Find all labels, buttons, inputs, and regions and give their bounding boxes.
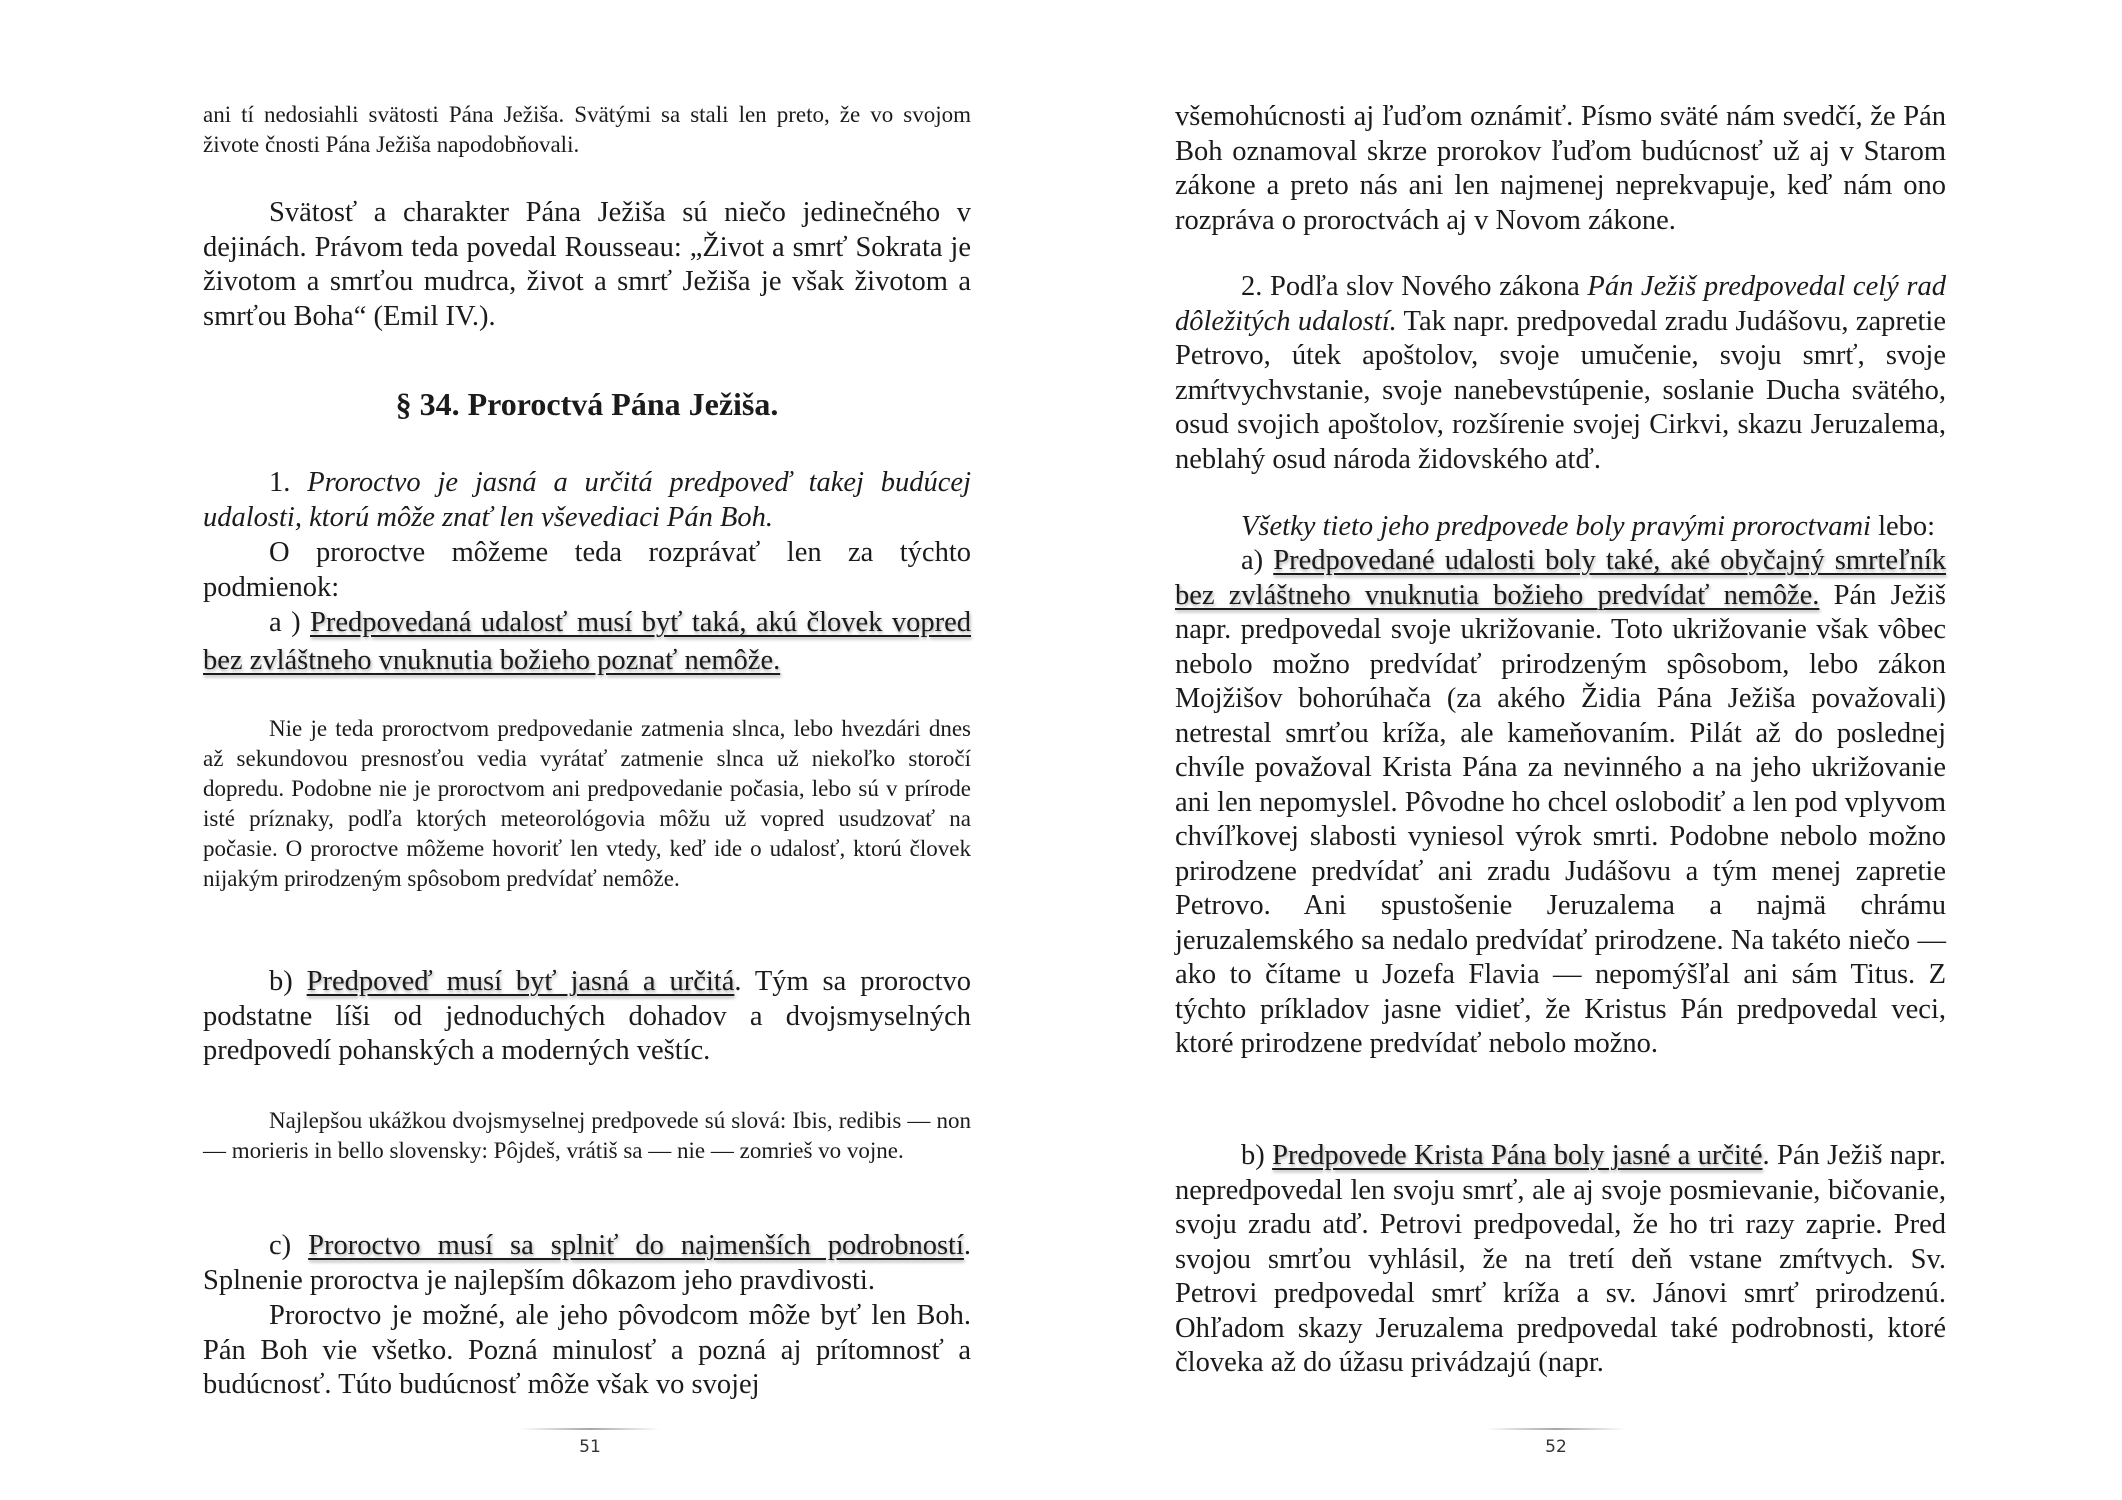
right-paragraph-1: všemohúcnosti aj ľuďom oznámiť. Písmo sväté nám svedčí, že Pán Boh oznamoval skrze prorokov ľuďom budúcnosť už aj v Starom zákone a preto nás ani len najmenej neprekvapuje, keď nám ono rozpráva o proroctvách aj v Novom zákone. <box>1175 101 1946 236</box>
p9-condition-c: Proroctvo musí sa splniť do najmenších podrobností <box>308 1230 964 1261</box>
p2-italic: Pán Ježiš predpovedal celý rad dôležitých udalostí. <box>1175 271 1946 337</box>
right-page <box>1061 0 2122 1500</box>
p7-prefix: b) <box>269 966 307 997</box>
page-number-rule <box>520 1428 660 1430</box>
p7-rest: . Tým sa proroctvo podstatne líši od jednoduchých dohadov a dvojsmyselných predpovedí pohanských a moderných veštíc. <box>203 966 971 1066</box>
p9-rest: . Splnenie proroctva je najlepším dôkazom jeho pravdivosti. <box>203 1230 971 1296</box>
left-paragraph-7 <box>203 965 971 1069</box>
p9-prefix: c) <box>269 1230 309 1261</box>
p5-condition-a: Predpovedaná udalosť musí byť taká, akú človek vopred bez zvláštneho vnuknutia božieho poznať nemôže. <box>203 607 972 676</box>
left-paragraph-8: Najlepšou ukážkou dvojsmyselnej predpovede sú slová: Ibis, redibis — non — morieris in bello slovensky: Pôjdeš, vrátiš sa — nie — zomrieš vo vojne. <box>203 1108 971 1163</box>
page-number: 51 <box>579 1437 601 1457</box>
left-paragraph-6: Nie je teda proroctvom predpovedanie zatmenia slnca, lebo hvezdári dnes až sekundovou presnosťou vedia vyrátať zatmenie slnca už niekoľko storočí dopredu. Podobne nie je proroctvom ani predpovedanie počasia, lebo sú v prírode isté príznaky, podľa ktorých meteorológovia môžu už vopred usudzovať na počasie. O proroctve môžeme hovoriť len vtedy, keď ide o udalosť, ktorú človek nijakým prirodzeným spôsobom predvídať nemôže. <box>203 716 971 891</box>
left-paragraph-3 <box>203 466 971 535</box>
p5-rest: . Pán Ježiš napr. nepredpovedal len svoju smrť, ale aj svoje posmievanie, bičovanie, svoju zradu atď. Petrovi predpovedal, že ho tri razy zaprie. Pred svojou smrťou vyhlásil, že na tretí deň vstane zmŕtvych. Sv. Petrovi predpovedal smrť kríža a sv. Jánovi smrť prirodzenú. Ohľadom skazy Jeruzalema predpovedal také podrobnosti, ktoré človeka až do úžasu privádzajú (napr. <box>1175 1140 1946 1378</box>
left-paragraph-5 <box>203 604 971 680</box>
p2-rest: Tak napr. predpovedal zradu Judášovu, zapretie Petrovo, útek apoštolov, svoje umučenie, svoju smrť, svoje zmŕtvychvstanie, svoje nanebevstúpenie, soslanie Ducha svätého, osud svojich apoštolov, rozšírenie svojej Cirkvi, skazu Jeruzalema, neblahý osud národa židovského atď. <box>1175 305 1946 475</box>
left-paragraph-1: ani tí nedosiahli svätosti Pána Ježiša. Svätými sa stali len preto, že vo svojom živote čnosti Pána Ježiša napodobňovali. <box>203 102 971 157</box>
right-paragraph-4 <box>1175 544 1946 1062</box>
right-paragraph-5 <box>1175 1139 1946 1381</box>
p4-prefix: a) <box>1241 545 1274 576</box>
p2-prefix: 2. Podľa slov Nového zákona <box>1241 271 1588 302</box>
p7-condition-b: Predpoveď musí byť jasná a určitá <box>306 966 735 997</box>
right-paragraph-2 <box>1175 270 1946 477</box>
p4-point-a: Predpovedané udalosti boly také, aké obyčajný smrteľník bez zvláštneho vnuknutia božieho predvídať nemôže. <box>1175 545 1947 611</box>
page-number: 52 <box>1545 1437 1567 1457</box>
left-paragraph-10: Proroctvo je možné, ale jeho pôvodcom môže byť len Boh. Pán Boh vie všetko. Pozná minulosť a pozná aj prítomnosť a budúcnosť. Túto budúcnosť môže však vo svojej <box>203 1300 971 1400</box>
p4-rest: Pán Ježiš napr. predpovedal svoje ukrižovanie. Toto ukrižovanie však vôbec nebolo možno predvídať prirodzeným spôsobom, lebo zákon Mojžišov bohorúhača (za akého Židia Pána Ježiša považovali) netrestal smrťou kríža, ale kameňovaním. Pilát až do poslednej chvíle považoval Krista Pána za nevinného a na jeho ukrižovanie ani len nepomyslel. Pôvodne ho chcel oslobodiť a len pod vplyvom chvíľkovej slabosti vyniesol výrok smrti. Podobne nebolo možno prirodzene predvídať ani zradu Judášovu a tým menej zapretie Petrovo. Ani spustošenie Jeruzalema a najmä chrámu jeruzalemského sa nedalo predvídať prirodzene. Na takéto niečo — ako to čítame u Jozefa Flavia — nepomýšľal ani sám Titus. Z týchto príkladov jasne vidieť, že Kristus Pán predpovedal veci, ktoré prirodzene predvídať nebolo možno. <box>1175 579 1946 1059</box>
p5-prefix: b) <box>1241 1140 1273 1171</box>
p5-point-b: Predpovede Krista Pána boly jasné a určité <box>1272 1140 1763 1171</box>
p3-definition: Proroctvo je jasná a určitá predpoveď takej budúcej udalosti, ktorú môže znať len vševediaci Pán Boh. <box>203 467 971 533</box>
left-paragraph-9 <box>203 1229 971 1298</box>
p3-rest: lebo: <box>1870 511 1936 542</box>
left-paragraph-4: O proroctve môžeme teda rozprávať len za týchto podmienok: <box>203 537 971 603</box>
right-paragraph-3 <box>1175 510 1946 545</box>
page-number-rule <box>1486 1428 1626 1430</box>
p3-italic: Všetky tieto jeho predpovede boly pravými proroctvami <box>1241 511 1871 542</box>
left-paragraph-2: Svätosť a charakter Pána Ježiša sú niečo jedinečného v dejinách. Právom teda povedal Rousseau: „Život a smrť Sokrata je životom a smrťou mudrca, život a smrť Ježiša je však životom a smrťou Boha“ (Emil IV.). <box>203 197 971 332</box>
p5-prefix: a ) <box>269 607 311 638</box>
p3-prefix: 1. <box>269 467 308 498</box>
section-heading: § 34. Proroctvá Pána Ježiša. <box>395 386 779 422</box>
